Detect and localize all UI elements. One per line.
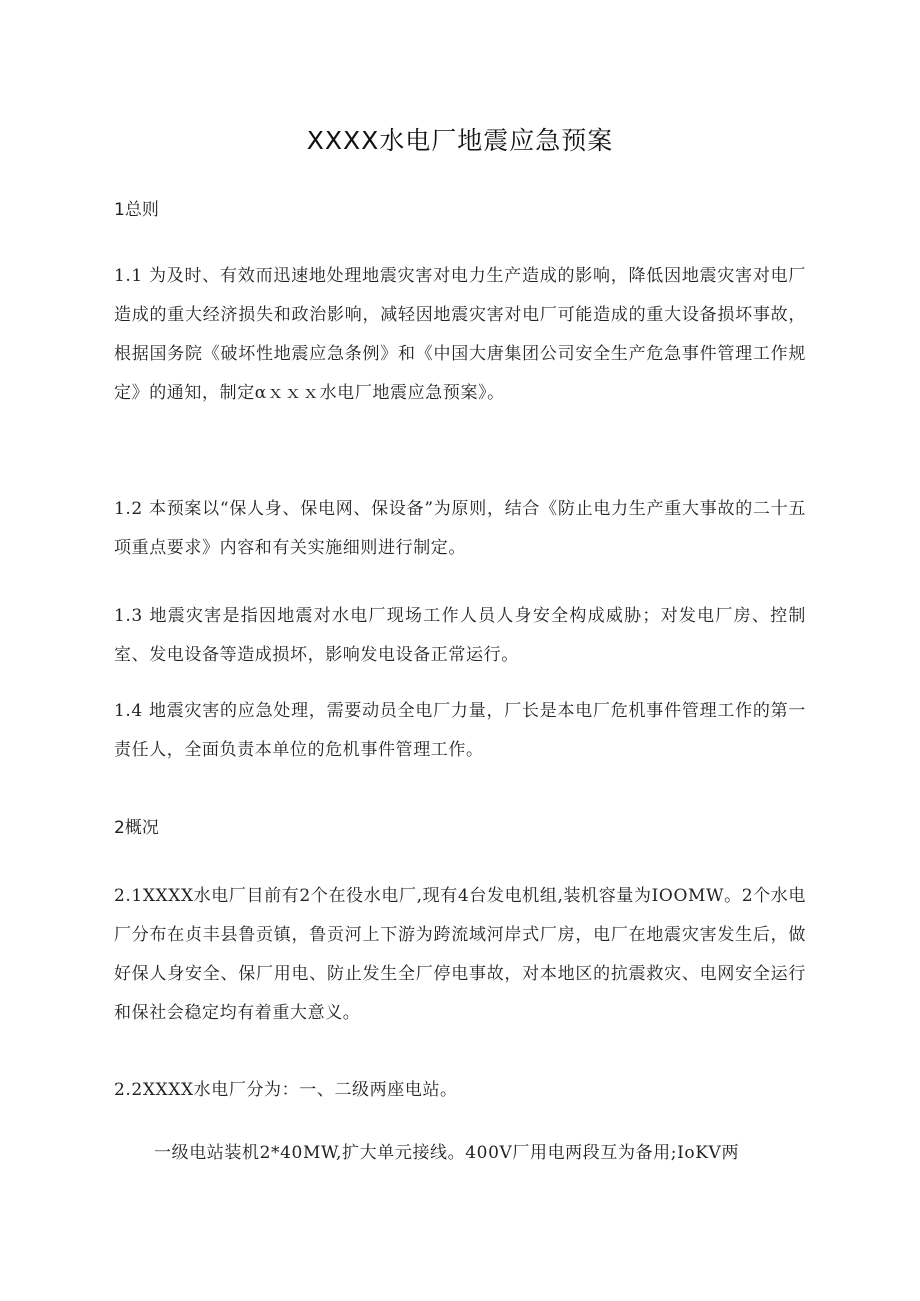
paragraph-1-4: 1.4 地震灾害的应急处理，需要动员全电厂力量，厂长是本电厂危机事件管理工作的第一责任人，全面负责本单位的危机事件管理工作。 [114, 701, 806, 760]
paragraph-2-3: 一级电站装机2*40MW,扩大单元接线。400V厂用电两段互为备用;IoKV两 [154, 1143, 740, 1163]
document-title: XXXX水电厂地震应急预案 [306, 126, 614, 155]
paragraph-1-2: 1.2 本预案以“保人身、保电网、保设备”为原则，结合《防止电力生产重大事故的二十五项重点要求》内容和有关实施细则进行制定。 [114, 499, 806, 558]
paragraph-2-2: 2.2XXXX水电厂分为：一、二级两座电站。 [114, 1080, 458, 1100]
paragraph-1-3: 1.3 地震灾害是指因地震对水电厂现场工作人员人身安全构成威胁；对发电厂房、控制室、发电设备等造成损坏，影响发电设备正常运行。 [114, 606, 806, 665]
paragraph-1-1: 1.1 为及时、有效而迅速地处理地震灾害对电力生产造成的影响，降低因地震灾害对电厂造成的重大经济损失和政治影响，减轻因地震灾害对电厂可能造成的重大设备损坏事故，根据国务院《破坏性地震应急条例》和《中国大唐集团公司安全生产危急事件管理工作规定》的通知，制定αｘｘｘ水电厂地震应急预案》。 [114, 266, 806, 403]
paragraph-2-1: 2.1XXXX水电厂目前有2个在役水电厂,现有4台发电机组,装机容量为IOOMW。2个水电厂分布在贞丰县鲁贡镇，鲁贡河上下游为跨流域河岸式厂房，电厂在地震灾害发生后，做好保人身安全、保厂用电、防止发生全厂停电事故，对本地区的抗震救灾、电网安全运行和保社会稳定均有着重大意义。 [114, 886, 806, 1023]
section-heading-general: 1总则 [114, 200, 159, 220]
section-heading-overview: 2概况 [114, 818, 159, 838]
